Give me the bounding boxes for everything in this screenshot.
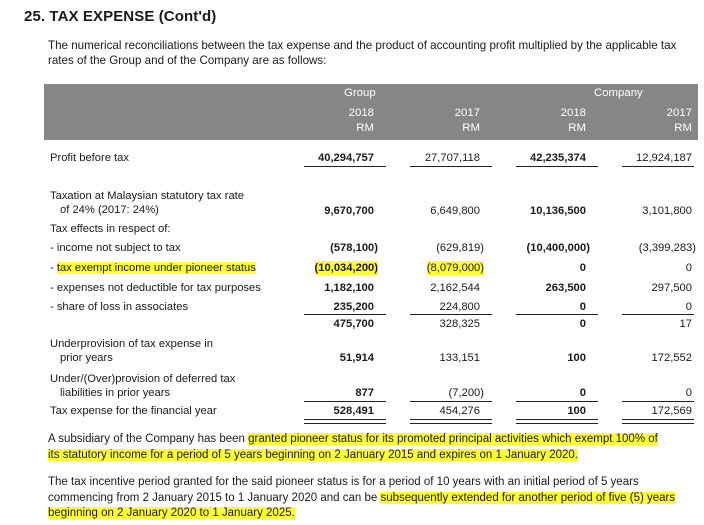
row-label-underprovision: Underprovision of tax expense in [50,338,213,350]
cell-subtotal: 328,325 [439,318,480,330]
pioneer-status-paragraph [48,432,702,463]
col-unit: RM [462,122,480,134]
cell: 3,101,800 [642,205,692,217]
row-label-taxation-rate: of 24% (2017: 24%) [60,204,159,216]
cell: 297,500 [651,282,692,294]
cell: 27,707,118 [424,152,480,164]
row-label-expenses-not-deductible: - expenses not deductible for tax purposes [50,282,261,294]
cell-subtotal: 0 [579,318,586,330]
cell-total: 528,491 [333,405,374,417]
rule [622,314,694,315]
para-line: The tax incentive period granted for the said pioneer status is for a period of 10 years with an initial period of 5 years [48,476,639,488]
cell: 0 [579,301,586,313]
cell: 0 [579,262,586,274]
cell: (629,819) [436,242,484,254]
para-line [48,491,702,507]
cell-subtotal: 475,700 [333,318,374,330]
cell: 263,500 [545,282,586,294]
col-year: 2017 [666,107,692,119]
col-unit: RM [568,122,586,134]
rule [516,314,598,315]
cell-highlighted: (10,034,200) [314,262,378,274]
rule [410,401,492,402]
cell: (7,200) [448,387,484,399]
section-heading: 25. TAX EXPENSE (Cont'd) [24,8,217,25]
cell: 42,235,374 [530,152,586,164]
cell: 224,800 [439,301,480,313]
row-label-tax-effects: Tax effects in respect of: [50,223,171,235]
row-label-tax-expense: Tax expense for the financial year [50,405,217,417]
cell-highlighted: (8,079,000) [426,262,484,274]
col-header-group-2018 [349,106,374,136]
cell: 6,649,800 [430,205,480,217]
cell: (3,399,283) [638,242,696,254]
rule [304,166,386,167]
tax-incentive-paragraph [48,475,702,522]
cell-subtotal: 17 [679,318,692,330]
rule [622,401,694,402]
cell: 1,182,100 [324,282,374,294]
cell: 133,151 [439,352,480,364]
row-label-deferred-liabilities: liabilities in prior years [60,387,171,399]
col-unit: RM [356,122,374,134]
cell: 51,914 [339,352,374,364]
highlighted-label: tax exempt income under pioneer status [56,262,256,274]
cell: 9,670,700 [324,205,374,217]
row-label-prior-years: prior years [60,352,113,364]
col-year: 2017 [454,107,480,119]
cell: 10,136,500 [530,205,586,217]
cell-total: 172,569 [651,405,692,417]
para-line [48,506,702,522]
highlighted-text: granted pioneer status for its promoted principal activities which exempt 100% of [248,433,658,445]
cell: 172,552 [651,352,692,364]
para-text: commencing from 2 January 2015 to 1 January 2020 and can be [48,491,381,504]
rule [516,166,598,167]
row-label-income-not-subject: - income not subject to tax [50,242,181,254]
cell: 0 [685,387,692,399]
double-rule [516,419,598,424]
cell: 877 [355,387,374,399]
cell: 0 [685,301,692,313]
para-text: A subsidiary of the Company has been [48,433,249,445]
row-label-deferred-tax: Under/(Over)provision of deferred tax [50,373,236,385]
row-label-profit-before-tax: Profit before tax [50,152,129,164]
double-rule [622,419,694,424]
para-line [48,448,702,464]
double-rule [410,419,492,424]
cell: 100 [567,352,586,364]
col-year: 2018 [560,107,586,119]
intro-paragraph: The numerical reconciliations between the tax expense and the product of accounting profit multiplied by the applicable tax rates of the Group and of the Company are as follows: [48,39,677,67]
double-rule [304,419,386,424]
table-header [44,84,698,140]
cell-total: 100 [567,405,586,417]
rule [410,314,492,315]
cell: 0 [685,262,692,274]
row-label-share-of-loss: - share of loss in associates [50,301,189,313]
col-unit: RM [674,122,692,134]
cell: (578,100) [330,242,378,254]
rule [622,166,694,167]
company-header: Company [594,87,643,99]
cell: (10,400,000) [526,242,590,254]
row-label-pioneer-status [50,261,256,275]
rule [304,401,386,402]
cell: 0 [579,387,586,399]
group-header: Group [344,87,376,99]
cell: 12,924,187 [636,152,692,164]
col-header-company-2018 [561,106,586,136]
cell: 2,162,544 [430,282,480,294]
col-header-group-2017 [455,106,480,136]
cell-total: 454,276 [439,405,480,417]
rule [410,166,492,167]
cell: 40,294,757 [318,152,374,164]
rule [516,401,598,402]
highlighted-text: subsequently extended for another period of five (5) years [380,491,676,504]
col-header-company-2017 [667,106,692,136]
col-year: 2018 [348,107,374,119]
highlighted-text: beginning on 2 January 2020 to 1 January 2025. [48,507,295,519]
label-dash: - [50,262,57,274]
highlighted-text: its statutory income for a period of 5 years beginning on 2 January 2015 and expires on 1 January 2020. [48,448,578,461]
para-line [48,432,702,448]
rule [304,314,386,315]
row-label-taxation: Taxation at Malaysian statutory tax rate [50,190,245,202]
cell: 235,200 [333,301,374,313]
